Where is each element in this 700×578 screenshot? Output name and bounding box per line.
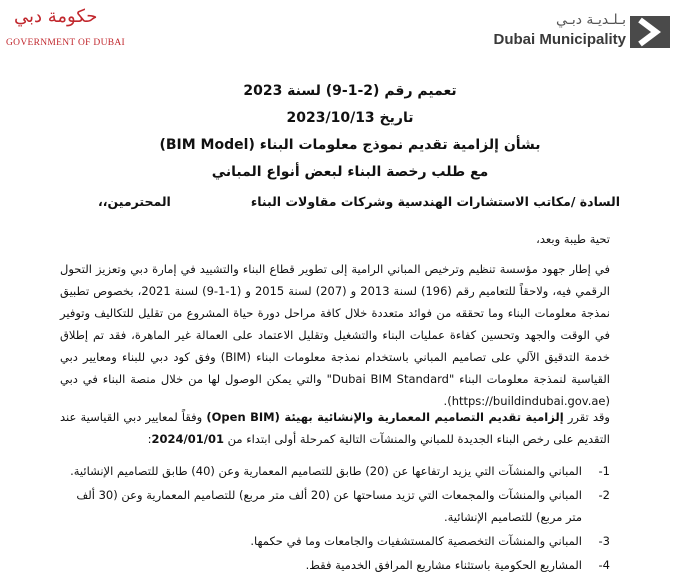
circular-number: تعميم رقم (2-1-9) لسنة 2023: [243, 83, 457, 99]
list-item: [60, 484, 610, 528]
dm-logo-english: Dubai Municipality: [493, 31, 626, 48]
list-item: [60, 530, 610, 552]
decision-prefix: وقد تقرر: [563, 410, 610, 424]
list-item-text: المباني والمنشآت التخصصية كالمستشفيات والجامعات وما في حكمها.: [250, 534, 582, 548]
paragraph-intro: في إطار جهود مؤسسة تنظيم وترخيص المباني الرامية إلى تطوير قطاع البناء والتشييد في إمارة دبي وتعزيز التحول الرقمي فيه، ولاحقاً للتعاميم رقم (196) لسنة 2013 و (207) لسنة 2015 و (1-1-9) لسنة 2021، بخصوص تطبيق نمذجة معلومات البناء وما تحققه من فوائد متعددة خلال كافة مراحل دورة حياة المشروع من تقليل للتكاليف وتوفير في الوقت والجهد وتحسين كفاءة عمليات البناء والتشغيل وتقليل الاعتماد على العمالة غير الماهرة، فقد تم إطلاق خدمة التدقيق الآلي على تصاميم المباني باستخدام نمذجة معلومات البناء (BIM) وفق كود دبي للبناء ومعايير دبي القياسية لنمذجة معلومات البناء "Dubai BIM Standard" والتي يمكن الوصول لها من خلال منصة البناء في دبي (https://buildindubai.gov.ae).: [60, 262, 611, 408]
list-item-number: 1-: [598, 464, 610, 478]
list-item-number: 2-: [598, 488, 610, 502]
addressee: السادة /مكاتب الاستشارات الهندسية وشركات مقاولات البناء: [250, 194, 620, 209]
title-block: [0, 78, 700, 186]
decision-suffix: :: [147, 432, 152, 446]
dm-logo-arabic: بـلـديـة دبـي: [556, 12, 626, 28]
list-item-text: المباني والمنشآت التي يزيد ارتفاعها عن (20) طابق للتصاميم المعمارية وعن (40) طابق للتصاميم الإنشائية.: [70, 464, 582, 478]
decision-bold-requirement: إلزامية تقديم التصاميم المعمارية والإنشائية بهيئة (Open BIM): [206, 410, 564, 424]
list-item: [60, 460, 610, 482]
decision-effective-date: 2024/01/01: [151, 432, 224, 446]
government-of-dubai-logo: [6, 6, 125, 54]
gov-logo-arabic: حكومة دبي: [14, 6, 98, 27]
list-item: [60, 554, 610, 576]
honorific: المحترمين،،: [98, 194, 171, 209]
list-item-text: المباني والمنشآت والمجمعات التي تزيد مساحتها عن (20 ألف متر مربع) للتصاميم المعمارية وعن (30 ألف متر مربع) للتصاميم الإنشائية.: [76, 488, 582, 524]
greeting: تحية طيبة وبعد،: [536, 232, 610, 246]
building-types-list: [60, 460, 610, 578]
paragraph-decision: [60, 406, 610, 450]
circular-subject: بشأن إلزامية تقديم نموذج معلومات البناء (BIM Model): [159, 137, 541, 153]
dm-chevron-icon: [630, 16, 670, 48]
decision-middle: وفقاً لمعايير دبي القياسية عند التقديم على رخص البناء الجديدة للمباني والمنشآت التالية كمرحلة أولى ابتداء من: [60, 410, 610, 446]
circular-subject-continued: مع طلب رخصة البناء لبعض أنواع المباني: [211, 164, 489, 180]
list-item-text: المشاريع الحكومية باستثناء مشاريع المرافق الخدمية فقط.: [305, 558, 582, 572]
circular-date: تاريخ 2023/10/13: [286, 110, 414, 126]
list-item-number: 3-: [598, 534, 610, 548]
list-item-number: 4-: [598, 558, 610, 572]
gov-logo-english: GOVERNMENT OF DUBAI: [6, 38, 125, 48]
dubai-municipality-logo: [493, 12, 670, 52]
